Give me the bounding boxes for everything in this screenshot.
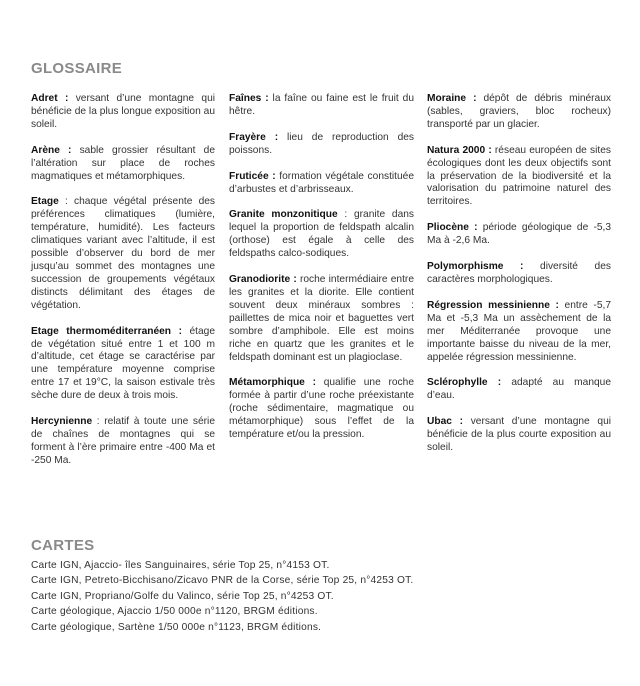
glossary-definition: sable grossier résultant de l’altération sur place de roches magmatiques et métamorphiques. xyxy=(31,144,215,182)
glossary-column-3 xyxy=(427,93,611,468)
glossary-term: Métamorphique : xyxy=(229,377,316,389)
glossary-term: Hercynienne xyxy=(31,416,93,428)
glossary-definition: dépôt de débris minéraux (sables, graviers, bloc rocheux) transporté par un glacier. xyxy=(427,93,611,130)
glossary-definition: entre -5,7 Ma et -5,3 Ma un assèchement de la mer Méditerranée provoque une importante baisse du niveau de la mer, appelée régression messinienne. xyxy=(427,299,611,363)
glossary-entry xyxy=(427,93,611,132)
carte-item: Carte IGN, Propriano/Golfe du Valinco, série Top 25, n°4253 OT. xyxy=(31,590,334,602)
carte-item: Carte IGN, Ajaccio- îles Sanguinaires, série Top 25, n°4153 OT. xyxy=(31,560,330,571)
glossary-term: Moraine : xyxy=(427,93,477,104)
glossary-entry xyxy=(31,145,215,184)
glossary-entry xyxy=(229,171,414,197)
glossary-definition: : granite dans lequel la proportion de feldspath alcalin (orthose) est égale à celle des feldspaths calco-sodiques. xyxy=(229,209,414,260)
glossary-term: Pliocène : xyxy=(427,222,478,234)
glossary-definition: adapté au manque d’eau. xyxy=(427,377,611,402)
glossary-entry xyxy=(427,300,611,365)
glossary-entry xyxy=(427,261,611,287)
glossary-entry xyxy=(229,93,414,119)
glossary-term: Arène : xyxy=(31,144,72,156)
glossary-definition: étage de végétation situé entre 1 et 100 m d’altitude, cet étage se caractérise par une température moyenne comprise entre 17 et 19°C, la saison estivale très sèche dure de deux à trois mois. xyxy=(31,325,216,402)
glossary-definition: : relatif à toute une série de chaînes de montagnes qui se forment à l’ère primaire entre -400 Ma et -250 Ma. xyxy=(31,416,215,466)
cartes-heading: CARTES xyxy=(31,537,95,554)
glossary-term: Régression messinienne : xyxy=(427,299,559,311)
glossary-definition: lieu de reproduction des poissons. xyxy=(229,131,414,156)
glossary-term: Etage xyxy=(31,196,59,208)
glossary-term: Fruticée : xyxy=(229,170,276,182)
glossary-column-2 xyxy=(229,93,414,455)
glossary-term: Faînes : xyxy=(229,93,269,104)
glossary-entry xyxy=(229,132,414,158)
glossary-entry xyxy=(427,222,611,248)
carte-item: Carte géologique, Sartène 1/50 000e n°1123, BRGM éditions. xyxy=(31,621,322,633)
glossary-entry xyxy=(31,416,215,468)
glossary-definition: : chaque végétal présente des préférences climatiques (lumière, température, humidité). Les facteurs climatiques variant avec l’altitude, il est possible d’observer du bord de mer jusqu’au sommet des montagnes une succession de groupements végétaux distincts délimitant des étages de végétation. xyxy=(31,196,215,311)
glossary-entry xyxy=(31,326,215,403)
glossary-definition: versant d’une montagne qui bénéficie de la plus longue exposition au soleil. xyxy=(31,93,216,130)
glossary-term: Natura 2000 : xyxy=(427,144,492,156)
glossary-term: Polymorphisme : xyxy=(427,261,524,273)
glossary-term: Granodiorite : xyxy=(229,274,297,286)
glossary-definition: diversité des caractères morphologiques. xyxy=(427,261,611,285)
glossary-term: Adret : xyxy=(31,93,69,104)
glossary-entry xyxy=(229,274,414,364)
glossary-entry xyxy=(427,416,611,455)
glossary-definition: la faîne ou faine est le fruit du hêtre. xyxy=(229,93,414,117)
glossary-entry xyxy=(31,93,215,132)
glossary-definition: versant d’une montagne qui bénéficie de la plus courte exposition au soleil. xyxy=(427,416,611,454)
glossary-definition: réseau européen de sites écologiques dont les deux objectifs sont la préservation de la biodiversité et la valorisation du patrimoine naturel des territoires. xyxy=(427,144,611,208)
glossary-term: Frayère : xyxy=(229,131,279,143)
carte-item: Carte géologique, Ajaccio 1/50 000e n°1120, BRGM éditions. xyxy=(31,606,318,618)
cartes-list xyxy=(31,558,413,635)
carte-item: Carte IGN, Petreto-Bicchisano/Zicavo PNR de la Corse, série Top 25, n°4253 OT. xyxy=(31,575,414,587)
glossary-definition: formation végétale constituée d’arbustes et d’arbrisseaux. xyxy=(229,170,415,195)
glossaire-heading: GLOSSAIRE xyxy=(31,60,123,77)
glossary-definition: période géologique de -5,3 Ma à -2,6 Ma. xyxy=(427,222,612,247)
glossary-definition: roche intermédiaire entre les granites et la diorite. Elle contient souvent deux minéraux sombres : paillettes de mica noir et baguettes vert sombre d’amphibole. Elle est moins riche en quartz que les granites et le feldspath dominant est un plagioclase. xyxy=(229,274,414,363)
glossary-term: Ubac : xyxy=(427,416,463,428)
glossary-definition: qualifie une roche formée à partir d’une roche préexistante (roche sédimentaire, magmatique ou métamorphique) sous l’effet de la température et/ou la pression. xyxy=(229,377,414,441)
glossary-term: Granite monzonitique xyxy=(229,209,338,221)
glossary-term: Sclérophylle : xyxy=(427,377,502,389)
glossary-entry xyxy=(31,196,215,312)
glossary-entry xyxy=(427,145,611,210)
glossary-entry xyxy=(427,377,611,403)
glossary-term: Etage thermoméditerranéen : xyxy=(31,325,182,337)
glossary-entry xyxy=(229,377,414,442)
glossary-column-1 xyxy=(31,93,215,481)
glossary-entry xyxy=(229,209,414,261)
